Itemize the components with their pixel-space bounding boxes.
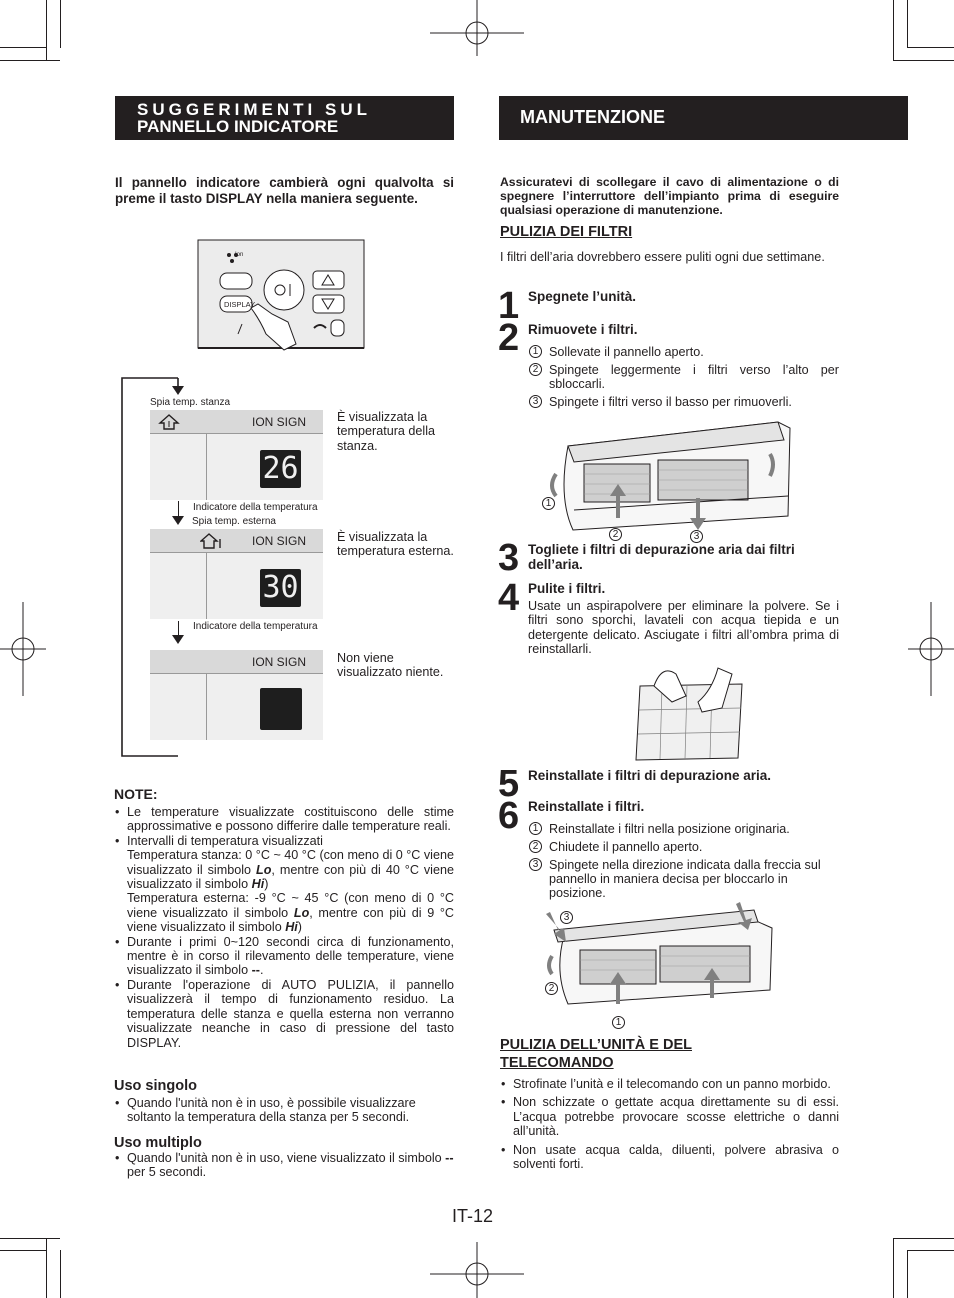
list-item: • Non schizzate o gettate acqua direttamente su di essi. L’acqua potrebbe provocare scosse elettriche o danni all’unità. [500, 1095, 839, 1138]
multi-use-text: • Quando l'unità non è in uso, viene visualizzato il simbolo -- per 5 secondi. [114, 1151, 454, 1180]
outdoor-home-icon [200, 532, 224, 550]
marker-2: 2 [609, 528, 622, 541]
arrow-down-icon [172, 386, 184, 395]
note-item: • Durante i primi 0~120 secondi circa di funzionamento, mentre è in corso il rilevamento delle temperature, viene visualizzato il simbolo --. [114, 935, 454, 978]
panel-blank [150, 650, 323, 740]
ion-sign-label: ION SIGN [252, 415, 307, 429]
filters-intro: I filtri dell’aria dovrebbero essere puliti ogni due settimane. [500, 250, 825, 264]
step-4-text: Pulite i filtri. [528, 581, 606, 596]
ac-filter-removal-illustration [538, 418, 798, 540]
desc-none: Non viene visualizzato niente. [337, 651, 444, 680]
header-line1: SUGGERIMENTI SUL [137, 100, 372, 119]
remote-illustration [196, 238, 366, 356]
label-temp-indicator-2: Indicatore della temperatura [193, 621, 318, 632]
step-number: 1 [498, 285, 520, 327]
panel-outside [150, 529, 323, 619]
step-number: 6 [498, 795, 520, 837]
step-number: 5 [498, 763, 520, 805]
lcd-room-temp: 26 [260, 450, 301, 488]
page-number: IT-12 [452, 1206, 494, 1226]
safety-warning: Assicuratevi di scollegare il cavo di alimentazione o di spegnere l’interruttore dell’impianto prima di eseguire qualsiasi operazione di manutenzione. [500, 175, 839, 217]
marker-2: 2 [545, 982, 558, 995]
marker-3: 3 [690, 530, 703, 543]
desc-room: È visualizzata la temperatura della stanza. [337, 410, 436, 453]
lcd-outside-temp: 30 [260, 569, 301, 607]
section-header-maintenance: MANUTENZIONE [499, 96, 908, 140]
step-2-text: Rimuovete i filtri. [528, 322, 638, 337]
ion-sign-label: ION SIGN [252, 534, 307, 548]
single-use-title: Uso singolo [114, 1078, 197, 1094]
note-item: • Le temperature visualizzate costituiscono delle stime approssimative e possono differire dalle temperature reali. [114, 805, 454, 834]
step-6-sublist: 1 Reinstallate i filtri nella posizione originaria. 2 Chiudete il pannello aperto. 3 Spingete nella direzione indicata dalla freccia sul pannello in maniera decisa per bloccarlo in posizione. [529, 822, 839, 904]
display-button-label: DISPLAY [224, 300, 256, 309]
filter-cleaning-illustration [632, 662, 748, 764]
note-title: NOTE: [114, 786, 158, 802]
ion-sign-label: ION SIGN [252, 655, 307, 669]
label-room-indicator: Spia temp. stanza [150, 397, 231, 408]
label-temp-indicator-1: Indicatore della temperatura [193, 502, 318, 513]
list-item: • Non usate acqua calda, diluenti, polvere abrasiva o solventi forti. [500, 1143, 839, 1172]
note-item: • Durante l'operazione di AUTO PULIZIA, il pannello visualizzerà il tempo di funzionamento residuo. La temperatura delle stanza e quella esterna non verranno visualizzate neanche in caso di pressione del tasto DISPLAY. [114, 978, 454, 1050]
marker-3: 3 [560, 911, 573, 924]
home-icon [158, 413, 180, 431]
ion-label: Ion [235, 252, 244, 258]
step-3-text: Togliete i filtri di depurazione aria dai filtri dell’aria. [528, 542, 795, 572]
label-outside-indicator: Spia temp. esterna [192, 516, 276, 527]
step-2-sublist: 1 Sollevate il pannello aperto. 2 Spingete leggermente i filtri verso l’alto per sbloccarli. 3 Spingete i filtri verso il basso per rimuoverli. [529, 345, 839, 413]
step-number: 4 [498, 577, 520, 619]
note-item: • Intervalli di temperatura visualizzati Temperatura stanza: 0 °C ~ 40 °C (con meno di 0 °C viene visualizzato il simbolo Lo, mentre con più di 40 °C viene visualizzato il simbolo Hi) Temperatura esterna: -9 °C ~ 45 °C (con meno di 0 °C viene visualizzato il simbolo Lo, mentre con più di 9 °C viene visualizzato il simbolo Hi) [114, 834, 454, 935]
step-1-text: Spegnete l’unità. [528, 289, 637, 304]
section-header-tips [115, 96, 454, 140]
lcd-blank [260, 688, 302, 730]
filters-title: PULIZIA DEI FILTRI [500, 224, 633, 240]
unit-cleaning-list [500, 1077, 839, 1171]
marker-1: 1 [542, 497, 555, 510]
note-list [114, 805, 454, 1050]
header-line2: PANNELLO INDICATORE [137, 117, 339, 136]
arrow-down-icon [172, 516, 184, 525]
panel-room [150, 410, 323, 500]
step-number: 2 [498, 317, 520, 359]
step-6-text: Reinstallate i filtri. [528, 799, 645, 814]
intro-text: Il pannello indicatore cambierà ogni qualvolta si preme il tasto DISPLAY nella maniera seguente. [115, 175, 454, 206]
step-number: 3 [498, 537, 520, 579]
multi-use-title: Uso multiplo [114, 1135, 202, 1151]
marker-1: 1 [612, 1016, 625, 1029]
single-use-text: • Quando l'unità non è in uso, è possibile visualizzare soltanto la temperatura della stanza per 5 secondi. [114, 1096, 454, 1125]
step-5-text: Reinstallate i filtri di depurazione aria. [528, 768, 772, 783]
unit-cleaning-title: PULIZIA DELL’UNITÀ E DEL TELECOMANDO [500, 1037, 692, 1071]
list-item: • Strofinate l’unità e il telecomando con un panno morbido. [500, 1077, 839, 1091]
step-4-detail: Usate un aspirapolvere per eliminare la polvere. Se i filtri sono sporchi, lavateli con acqua tiepida e un detergente delicato. Asciugate i filtri all’ombra prima di reinstallarli. [528, 599, 839, 657]
desc-outside: È visualizzata la temperatura esterna. [337, 530, 454, 559]
